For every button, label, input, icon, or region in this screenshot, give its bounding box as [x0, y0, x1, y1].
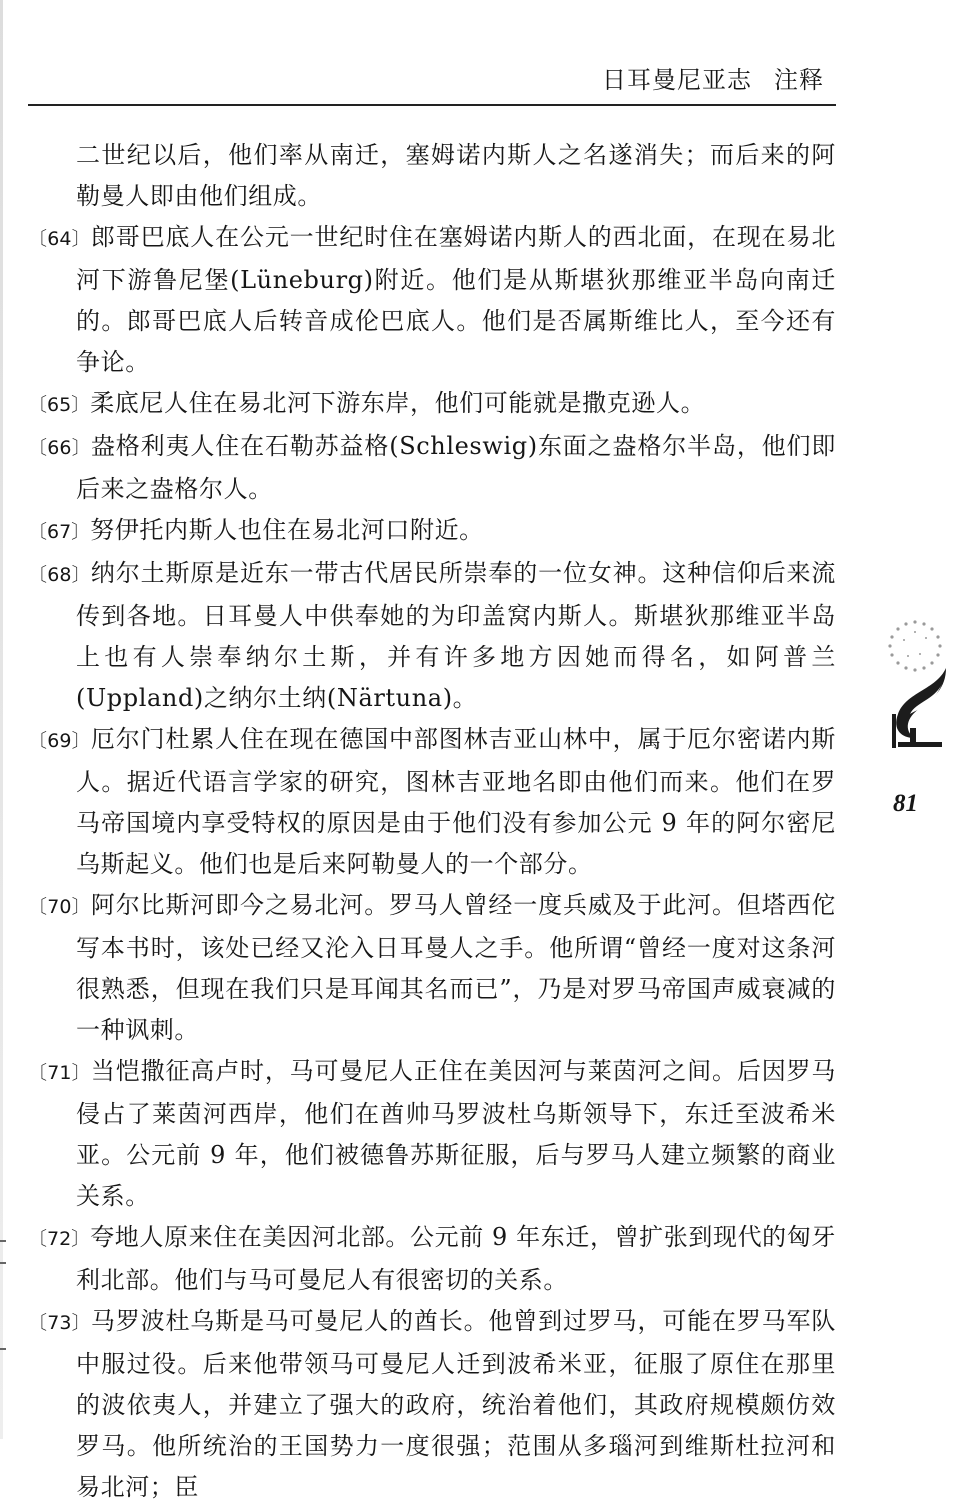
note-number: 〔67〕	[28, 521, 91, 543]
note-64	[28, 217, 836, 383]
note-65	[28, 383, 836, 426]
note-number: 〔72〕	[28, 1228, 91, 1250]
note-number: 〔69〕	[28, 730, 91, 752]
note-text: 当恺撒征高卢时，马可曼尼人正住在美因河与莱茵河之间。后因罗马侵占了莱茵河西岸，他们在酋帅马罗波杜乌斯领导下，东迁至波希米亚。公元前 9 年，他们被德鲁苏斯征服，后与罗马人建立频繁的商业关系。	[76, 1057, 836, 1210]
note-68	[28, 553, 836, 719]
running-header	[602, 62, 842, 98]
note-text: 马罗波杜乌斯是马可曼尼人的酋长。他曾到过罗马，可能在罗马军队中服过役。后来他带领马可曼尼人迁到波希米亚，征服了原住在那里的波依夷人，并建立了强大的政府，统治着他们，其政府规模颇仿效罗马。他所统治的王国势力一度很强；范围从多瑙河到维斯杜拉河和易北河；臣	[76, 1307, 836, 1501]
note-66	[28, 426, 836, 510]
torch-emblem-icon	[876, 610, 954, 760]
note-number: 〔64〕	[28, 228, 91, 250]
note-71	[28, 1051, 836, 1217]
note-number: 〔65〕	[28, 394, 91, 416]
notes-list	[28, 135, 836, 1508]
note-70	[28, 885, 836, 1051]
note-69	[28, 719, 836, 885]
note-text: 努伊托内斯人也住在易北河口附近。	[90, 516, 484, 544]
note-text: 厄尔门杜累人住在现在德国中部图林吉亚山林中，属于厄尔密诺内斯人。据近代语言学家的研究，图林吉亚地名即由他们而来。他们在罗马帝国境内享受特权的原因是由于他们没有参加公元 9 年的阿尔密尼乌斯起义。他们也是后来阿勒曼人的一个部分。	[76, 725, 836, 878]
note-number: 〔68〕	[28, 564, 91, 586]
note-number: 〔66〕	[28, 437, 91, 459]
note-number: 〔71〕	[28, 1062, 91, 1084]
note-text: 纳尔土斯原是近东一带古代居民所崇奉的一位女神。这种信仰后来流传到各地。日耳曼人中供奉她的为印盖窝内斯人。斯堪狄那维亚半岛上也有人崇奉纳尔土斯，并有许多地方因她而得名，如阿普兰(Uppland)之纳尔土纳(Närtuna)。	[76, 559, 836, 712]
note-text: 盎格利夷人住在石勒苏益格(Schleswig)东面之盎格尔半岛，他们即后来之盎格尔人。	[76, 432, 836, 503]
section-title: 注释	[774, 66, 824, 94]
scan-mark	[0, 1262, 6, 1264]
note-text: 夸地人原来住在美因河北部。公元前 9 年东迁，曾扩张到现代的匈牙利北部。他们与马可曼尼人有很密切的关系。	[76, 1223, 836, 1294]
note-text: 柔底尼人住在易北河下游东岸，他们可能就是撒克逊人。	[90, 389, 706, 417]
header-rule	[28, 104, 836, 106]
note-number: 〔73〕	[28, 1312, 91, 1334]
note-number: 〔70〕	[28, 896, 91, 918]
book-title: 日耳曼尼亚志	[602, 66, 752, 94]
note-continuation	[28, 135, 836, 217]
note-72	[28, 1217, 836, 1301]
note-67	[28, 510, 836, 553]
note-text: 阿尔比斯河即今之易北河。罗马人曾经一度兵威及于此河。但塔西佗写本书时，该处已经又沦入日耳曼人之手。他所谓“曾经一度对这条河很熟悉，但现在我们只是耳闻其名而已”，乃是对罗马帝国声威衰减的一种讽刺。	[76, 891, 836, 1044]
note-text: 郎哥巴底人在公元一世纪时住在塞姆诺内斯人的西北面，在现在易北河下游鲁尼堡(Lüneburg)附近。他们是从斯堪狄那维亚半岛向南迁的。郎哥巴底人后转音成伦巴底人。他们是否属斯维比人，至今还有争论。	[76, 223, 836, 376]
page-number: 81	[893, 790, 918, 817]
scan-mark	[0, 1240, 6, 1242]
scan-mark	[0, 1348, 6, 1350]
scan-edge	[0, 0, 3, 1439]
note-73	[28, 1301, 836, 1508]
note-text: 二世纪以后，他们率从南迁，塞姆诺内斯人之名遂消失；而后来的阿勒曼人即由他们组成。	[76, 141, 836, 210]
